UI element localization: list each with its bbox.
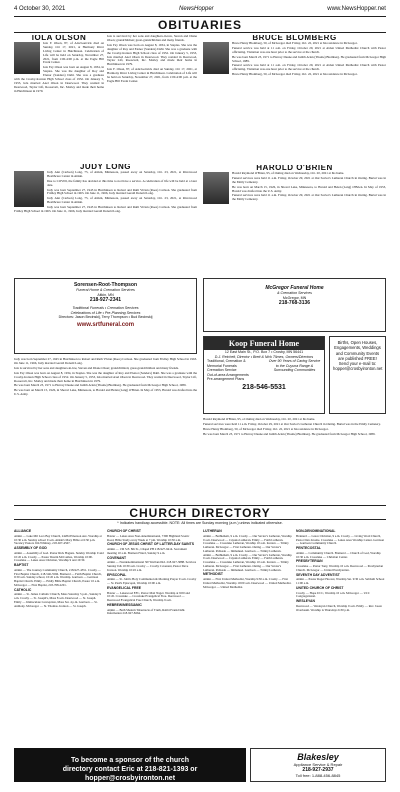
ad-blakesley-sub: Appliance Service & Repair [293, 762, 343, 767]
obituaries-banner [14, 16, 386, 33]
ad-sorensen-name: Sorensen-Root-Thompson [73, 282, 138, 288]
ad-blakesley-phone2: Toll free: 1-888-456-8845 [295, 773, 341, 778]
obit-text: Funeral service was held at 11 a.m. on Friday, October 29, 2021 at Alden United Methodist Church with Pastor officiating. Visitation was one hour prior to the service at the church. [232, 63, 386, 72]
denomination-listing: Deerwood — Wesleyan Church, Worship 9 a.m. Emily — Rev. Jason Overbaum. Worship is Thursdays 6:30 p.m. [296, 603, 382, 612]
directory-col-3 [203, 529, 293, 745]
ad-sorensen-phone: 218-927-2341 [89, 297, 122, 303]
obituary-text-continued [14, 358, 197, 500]
directory-col-1 [14, 529, 104, 745]
obit-text: Judy was born September 27, 1945 in Hutchinson to Robert and Ruth Vivian (Roos) Carlson. She graduated from Fridley High School in 1963. On June 11, 1966, Judy married Gerald Donald Long. [47, 187, 197, 196]
ad-blakesley-name: Blakesley [297, 752, 339, 762]
obit-text: Iola Fay Olson was born on August 8, 1934, in Staples. She was the daughter of Roy and Elenor (Sanders) Dahl. She was a graduate with the Crosby-Ironton High School class of 1952. On January 5, 1953, Iola married Axel Olson in Deerwood. They resided in Deerwood, Taylor Lift, Roosevelt, Inc. Motley and made their home in Hutchinson in 1979. [14, 370, 197, 383]
obit-text: Bruce Henry Blomberg, 50, of McGregor died Friday, Oct. 22, 2021 at his residence in McGregor. [203, 426, 329, 431]
obit-photo-iola [14, 42, 40, 74]
obituary-harold [203, 165, 386, 265]
denomination-listing: Baxter — Lakes Area Non-denominational, 7390 Highland Scenic Road, Bible Study every Week at 7 pm. Worship 10:30 a.m. [107, 533, 190, 542]
header-right: www.NewsHopper.net [327, 6, 386, 12]
obit-photo-judy [14, 171, 44, 207]
ad-births [329, 336, 386, 414]
directory-col-4 [296, 529, 386, 745]
obit-text: Iola Fay Olson was born on August 8, 1934, in Staples. She was the daughter of Roy and Elenor (Sanders) Dahl. She was a graduate with the Crosby-Ironton High School class of 1952. On January 5, 1953, Iola married Axel Olson in Deerwood. They resided in Deerwood, Taylor Lift, Roosevelt, Inc. Motley and made their home in Hutchinson in 1979. [14, 65, 104, 93]
denomination-heading: BAPTIST [14, 563, 29, 567]
ad-sorensen-tag2: Celebrations of Life • Pre-Planning Services [70, 310, 141, 315]
obituary-iola [14, 35, 104, 163]
ad-mcgregor-city: McGregor, MN [282, 295, 307, 300]
obit-photo-bruce [203, 42, 229, 74]
ad-sorensen [14, 278, 197, 354]
ad-koop-service: Out-of-area Arrangements [207, 372, 249, 377]
denomination-listing: Aitkin — 136 S.E. 8th St., Chapel PH 218-927-9414. Sacrament meeting 10 a.m. Brainerd Ward, Sunday 9 a.m. [107, 547, 187, 555]
obit-photo-harold [203, 172, 229, 204]
header-center: NewsHopper [178, 6, 214, 12]
denomination-listing: Crosslake — Pastor Tony, Worship 10 a.m. Deerwood — Presbyterian Church. McGregor — United Presbyterian. [296, 564, 384, 572]
church-directory-title: CHURCH DIRECTORY [129, 505, 271, 520]
ad-blakesley-phone: 218-927-2937 [302, 767, 334, 773]
sponsor-line-1: To become a sponsor of the church [70, 757, 190, 764]
denomination-listing: Crosby — Hope UCC, Worship 10 a.m. McGregor — UCC Congregational. [296, 590, 370, 599]
obit-text: Bruce Henry Blomberg, 50, of McGregor died Friday, Oct. 22, 2021 at his residence in McGregor. [232, 72, 358, 77]
ad-sorensen-sub: Funeral Home & Cremation Services [76, 288, 135, 292]
denomination-heading: WESLEYAN [296, 599, 315, 603]
denomination-heading: PENTECOSTAL [296, 546, 321, 550]
obit-text: Judy Ann (Carlson) Long, 75, of Aitkin, Minnesota, passed away on Saturday, Oct. 23, 2021, at Riverwood Healthcare Center in Aitkin. [47, 169, 197, 178]
ad-sorensen-web: www.srtfuneral.com [76, 321, 135, 328]
obit-text: Judy Ann (Carlson) Long, 75, of Aitkin, Minnesota, passed away on Saturday, Oct. 23, 2021, at Riverwood Healthcare Center in Aitkin. [47, 196, 197, 205]
denomination-listing: Baxter — Lakewood EFC, Pastor Matt Nagel. Worship at 9:00 and 10:45. Crosslake — Crosslake Evangelical Free. Deerwood — Deerwood Evangelical Free Church, Worship 9 a.m. [107, 590, 190, 602]
ad-koop-name: Koop Funeral Home [204, 337, 324, 350]
obit-text: Harold Raymond O'Brien, 95, of Outing died on Wednesday, Oct. 20, 2021 at his home. [203, 418, 316, 421]
denomination-listing: Aitkin — Assembly of God. Pastor Rick Hagans. Sunday Worship 9 and 10:45 a.m. Crosby — Pastor Dustin McCanbes, Worship 10:00. Crosslake — Lakes Area Christian, Worship 9 and 10:30. [14, 550, 104, 563]
ad-koop-service: Traditional, Cremation & [207, 359, 246, 363]
obit-text: Iola F. Olson, 87, of Ada/Gonvick died on Sunday, Oct 17, 2021, at Harmony River Living Center in Hutchinson. Celebration of Life will be held on Saturday, November 27, 2021, from 1:00-4:00 p.m. at the Eagle Hill Event Center. [107, 67, 197, 83]
denomination-listing: Aitkin — St. John's Holy Communion & Morning Prayer 9 a.m. Crosby — St. Paul's Episcopal, Worship 10:00 a.m. [107, 577, 197, 585]
obit-text: Iola F. Olson, 87, of Ada/Gonvick died on Sunday, Oct 17, 2021, at Harmony River Living Center in Hutchinson. Celebration of Life will be held on Saturday, November 27, 2021, from 1:00-4:00 p.m. at the Eagle Hill Event Center. [43, 40, 104, 65]
obituary-bruce [203, 35, 386, 165]
denomination-heading: LUTHERAN [203, 529, 222, 533]
obit-text: Funeral services were held 11 a.m. Friday, October 29, 2021 at Our Savior's Lutheran Church in Outing. Burial was in the Emily Cemetery. [232, 175, 386, 184]
denomination-heading: ASSEMBLY OF GOD [14, 546, 47, 550]
denomination-listing: Aitkin — Beth Shalom Tabernacle of Truth, Rabbi Frank Dahl. Information 218-927-8264. [107, 607, 186, 616]
obit-text: Iola Fay Olson was born on August 8, 1934, in Staples. She was the daughter of Roy and Elenor (Sanders) Dahl. She was a graduate with the Crosby-Ironton High School class of 1952. On January 5, 1953, Iola married Axel Olson in Deerwood. They resided in Deerwood, Taylor Lift, Roosevelt, Inc. Motley and made their home in Hutchinson in 1979. [107, 42, 197, 67]
denomination-listing: Brainerd — Grace Christian, 9 a.m. Crosby — Living Word Church, Pastor Dan Jerome. Crosslake — Lakes Area Worship Center. Garrison — Garrison Community Church. [296, 533, 385, 546]
denomination-listing: Aitkin — Bethlehem, 9 a.m. Crosby — Our Savior's Lutheran, Worship 9 a.m. Deerwood — Cuyuna Lutheran. Emily — Faith Lutheran. Crosslake — Crosslake Lutheran, Worship 10 a.m. Ironton — Trinity Lutheran. McGregor — First Lutheran. Outing — Our Savior's Lutheran. Palisade — Immanuel. Garrison — Trinity Lutheran. [203, 552, 292, 572]
denomination-listing: Aitkin — Pastor Roger Hoover, Worship Sat. 9:30 a.m. Sabbath School 11:00 a.m. [296, 577, 385, 585]
ad-koop-address: 12 East Main St., P.O. Box 7 • Crosby, MN 56441 [224, 350, 304, 354]
ad-mcgregor-sub: & Cremation Services [277, 291, 312, 295]
obit-name-harold: HAROLD O'BRIEN [256, 165, 333, 172]
obit-text: Judy was born September 27, 1945 in Hutchinson to Robert and Ruth Vivian (Roos) Carlson. She graduated from Fridley High School in 1963. On June 11, 1966, Judy married Gerald Donald Long. [14, 205, 197, 214]
obit-text: Funeral services were held 11 a.m. Friday, October 29, 2021 at Our Savior's Lutheran Church in Outing. Burial was in the Emily Cemetery. [203, 421, 381, 426]
ad-blakesley [250, 748, 386, 782]
church-directory-note: * Indicates handicap accessible. NOTE: All times are Sunday morning (a.m.) unless indicated otherwise. [117, 521, 283, 525]
obit-text: Funeral service was held at 11 a.m. on Friday, October 29, 2021 at Alden United Methodist Church with Pastor officiating. Visitation was one hour prior to the service at the church. [232, 45, 386, 54]
obit-text: He was born March 23, 1971 to Harvey Duane and Judith Arlen (Thome) Blomberg. He graduated from McGregor High School, 1989. [203, 431, 376, 436]
denomination-listing: Aitkin — St. James Catholic Church, Mass Saturday 5 p.m., Sunday 9 a.m. Crosby — St. Joseph's, Mass 8 a.m. Deerwood — St. Joseph. Emily — Immaculate Conception, Mass Sat. 4 p.m. Garrison — St. Anthony. McGregor — St. Thomas. Ironton — St. Joseph. [14, 592, 101, 608]
obit-name-iola: IOLA OLSON [31, 35, 87, 42]
denomination-listing: Aitkin — Lake Mil Lacs Bay Church, 24284 Emerson Ave. Worship at 10:30 a.m. Sunday school 9 a.m. Aitkin's Mary Bible at 6:30 p.m. Vacancy Pastors Jim Whitney, 218-927-4567. [14, 533, 102, 546]
denomination-heading: COVENANT [107, 555, 127, 560]
denomination-heading: CHURCH OF CHRIST [107, 529, 141, 533]
denomination-listing: Aitkin — Community Church. Brainerd — Church of God, Worship 10:30 a.m. Crosslake — Christian Center. [296, 550, 381, 559]
directory-col-2 [107, 529, 197, 745]
obit-text: He was born on March 15, 1926, in Shovel Lake, Minnesota, to Harold and Helen (Lang) O'Brien. In May of 1953, Harold was drafted into the U.S. Army. [14, 388, 197, 397]
ad-sorensen-tag: Traditional Funerals • Cremation Services [72, 306, 139, 310]
church-directory-banner [14, 505, 386, 520]
obit-text: Bruce Henry Blomberg, 50, of McGregor died Friday, Oct. 22, 2021 at his residence in McGregor. [232, 40, 358, 45]
denomination-heading: ALLIANCE [14, 529, 32, 533]
obit-text: Due to COVID, the family has decided at this time to not have a service. A celebration of life will be held at a later date. [47, 178, 197, 187]
denomination-listing: Aitkin — Bethlehem, 9 a.m. Crosby — Our Savior's Lutheran, Worship 9 a.m. Deerwood — Cuyuna Lutheran. Emily — Faith Lutheran. Crosslake — Crosslake Lutheran, Worship 10 a.m. Ironton — Trinity Lutheran. McGregor — First Lutheran. Outing — Our Savior's Lutheran. Palisade — Immanuel. Garrison — Trinity Lutheran. [203, 533, 292, 553]
denomination-heading: HEBREW/MESSIANIC [107, 602, 142, 607]
page-header [14, 4, 386, 14]
obit-text: He was born March 23, 1971 to Harvey Duane and Judith Arlen (Thome) Blomberg. He graduated from McGregor High School, 1989. [232, 54, 386, 63]
obit-text: He was born March 23, 1971 to Harvey Duane and Judith Arlen (Thome) Blomberg. He graduated from McGregor High School, 1989. [14, 383, 187, 388]
sponsor-line-3: hopper@crosbyironton.net [84, 775, 176, 782]
obit-text: Funeral services were held 11 a.m. Friday, October 29, 2021 at Our Savior's Lutheran Church in Outing. Burial was in the Emily Cemetery. [232, 193, 386, 202]
ad-sorensen-directors: Directors: Jason Becinskij, Terry Thompson • Bud Becinskij [58, 315, 153, 319]
ad-koop-services [204, 359, 267, 382]
ad-births-text: Births, Open Houses, Engagements, Weddings and Community Events are published FREE! Send your e-mail to: hopper@crosbyironton.net [333, 340, 383, 372]
sponsor-line-2: directory contact Eric at 218-821-1393 or [62, 766, 198, 773]
denomination-heading: CHURCH OF JESUS CHRIST OF LATTER-DAY SAINTS [107, 542, 194, 547]
obit-name-bruce: BRUCE BLOMBERG [252, 35, 337, 42]
ad-mcgregor-name: McGregor Funeral Home [265, 285, 324, 291]
obit-text: Harold Raymond O'Brien, 95, of Outing died on Wednesday, Oct. 20, 2021 at his home. [232, 170, 345, 175]
obit-text: Judy was born September 27, 1945 in Hutchinson to Robert and Ruth Vivian (Roos) Carlson. She graduated from Fridley High School in 1963. On June 11, 1966, Judy married Gerald Donald Long. [14, 358, 197, 365]
sponsor-banner [14, 748, 246, 782]
ad-koop-people: D.J. Reichelt, Director • Brett & Nick Tilmes, Owners/Directors [214, 354, 314, 359]
ad-koop-service: Cremation Service [207, 368, 237, 372]
obituary-iola-cont [107, 35, 197, 163]
denomination-listing: Aitkin — First United Methodist, Worship 9:30 a.m. Crosby — First United Methodist, Worship 10:00 a.m. Deerwood — United Methodist. McGregor — United Methodist. [203, 577, 292, 589]
denomination-heading: EPISCOPAL [107, 572, 127, 577]
obit-text: Iola is survived by her sons and daughters-in-law, Steven and Diane Olson; grandchildren; great-grandchildren and many friends. [14, 365, 179, 370]
denomination-listing: Aitkin — The Journey Community Church, 218-927-4551. Crosby — First Baptist Church, 218-546-5566. Brainerd — Faith Baptist Church, 9:30 a.m. Sunday school, 10:45 a.m. Worship. Garrison — Garrison Baptist Church. Emily — Emily Bible Baptist Church, Pastor 10 a.m. McGregor — First Baptist, 218-768-2201. [14, 567, 102, 587]
ad-sorensen-cities: Aitkin, MN [97, 292, 114, 297]
denomination-heading: SEVENTH DAY ADVENTIST [296, 572, 340, 577]
ad-koop-tagline: Over 90 Years of Caring Service to the Cuyuna Range & Surrounding Communities [268, 359, 321, 372]
ad-mcgregor-phone: 218-768-3136 [278, 300, 311, 306]
denomination-heading: NON-DENOMINATIONAL [296, 529, 336, 533]
denomination-heading: PRESBYTERIAN [296, 559, 323, 564]
obit-name-judy: JUDY LONG [79, 164, 132, 171]
ad-koop-service: Pre-arrangement Plans [207, 377, 245, 381]
ad-mcgregor [203, 278, 386, 332]
ad-koop-phone: 218-546-5531 [242, 383, 286, 391]
ad-koop-service: Memorial Funerals [207, 363, 237, 368]
obituaries-title: OBITUARIES [157, 17, 242, 32]
obit-text: He was born on March 15, 1926, in Shovel Lake, Minnesota, to Harold and Helen (Lang) O'Brien. In May of 1953, Harold was drafted into the U.S. Army. [232, 184, 386, 193]
ad-koop [203, 336, 325, 414]
denomination-heading: UNITED CHURCH OF CHRIST [296, 585, 344, 590]
obit-text: Iola is survived by her sons and daughters-in-law, Steven and Diane Olson; grandchildren; great-grandchildren and many friends. [107, 35, 197, 42]
obituary-harold-cont [203, 418, 386, 502]
denomination-listing: Aitkin — Nondenominational 307 Kirtland Rd. 218-927-3888. Services Sunday 9 & 10:30 a.m. Crosby — Crosby Covenant, Pastor Dave Iverson. Worship 10:45 a.m. [107, 560, 197, 572]
denomination-heading: CATHOLIC [14, 587, 32, 592]
denomination-heading: METHODIST [203, 572, 223, 577]
obituary-judy [14, 164, 197, 274]
header-left: 4 October 30, 2021 [14, 6, 66, 12]
denomination-heading: EVANGELICAL FREE [107, 585, 141, 590]
